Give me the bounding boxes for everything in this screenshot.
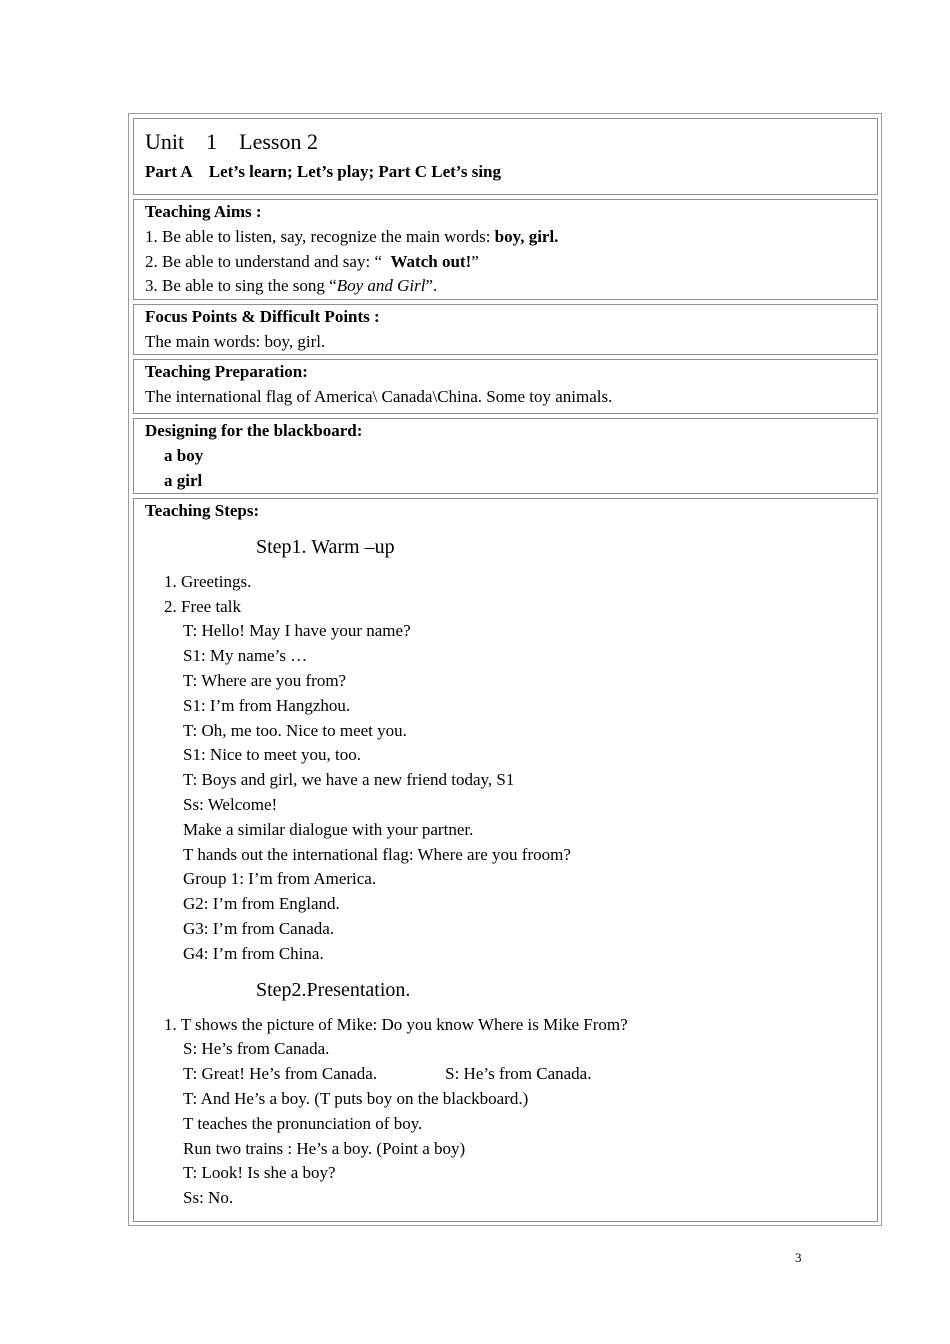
teaching-aims-cell <box>133 199 878 300</box>
dialogue-line: T hands out the international flag: Where are you froom? <box>183 844 571 864</box>
focus-points-cell <box>133 304 878 355</box>
step1-title: Step1. Warm –up <box>256 535 395 558</box>
blackboard-word: a boy <box>164 445 204 465</box>
lesson-title: Unit 1 Lesson 2 <box>145 129 318 154</box>
dialogue-line: T: Great! He’s from Canada. S: He’s from Canada. <box>183 1064 592 1084</box>
dialogue-line: G2: I’m from England. <box>183 894 340 914</box>
preparation-cell <box>133 359 878 414</box>
dialogue-line: T teaches the pronunciation of boy. <box>183 1113 423 1133</box>
dialogue-line: T: Look! Is she a boy? <box>183 1163 336 1183</box>
dialogue-line: Ss: No. <box>183 1188 234 1208</box>
dialogue-line: Make a similar dialogue with your partner. <box>183 819 474 839</box>
aim-item: 1. Be able to listen, say, recognize the main words: boy, girl. <box>145 226 559 246</box>
preparation-heading: Teaching Preparation: <box>145 362 308 381</box>
step2-title: Step2.Presentation. <box>256 978 411 1001</box>
dialogue-line: S1: Nice to meet you, too. <box>183 745 362 765</box>
blackboard-cell <box>133 418 878 494</box>
focus-text: The main words: boy, girl. <box>145 331 326 351</box>
aim-item: 3. Be able to sing the song “Boy and Girl”. <box>145 276 438 296</box>
dialogue-line: S: He’s from Canada. <box>183 1039 330 1059</box>
dialogue-line: Run two trains : He’s a boy. (Point a boy) <box>183 1138 466 1158</box>
aim-item: 2. Be able to understand and say: “ Watch out!” <box>145 251 479 271</box>
step2-dialogue <box>145 1087 877 1211</box>
teaching-steps-cell <box>133 498 878 1222</box>
title-cell <box>133 118 878 195</box>
dialogue-line: S1: My name’s … <box>183 646 308 666</box>
dialogue-line: S1: I’m from Hangzhou. <box>183 695 351 715</box>
step-item: 1. Greetings. <box>164 571 252 591</box>
page-number: 3 <box>795 1250 802 1265</box>
blackboard-word: a girl <box>164 470 203 490</box>
blackboard-heading: Designing for the blackboard: <box>145 421 363 440</box>
dialogue-line: Group 1: I’m from America. <box>183 869 377 889</box>
step-item: 1. T shows the picture of Mike: Do you know Where is Mike From? <box>164 1014 628 1034</box>
dialogue-line: T: Hello! May I have your name? <box>183 621 411 641</box>
dialogue-line: Ss: Welcome! <box>183 794 278 814</box>
dialogue-line: T: Oh, me too. Nice to meet you. <box>183 720 407 740</box>
step-item: 2. Free talk <box>164 596 241 616</box>
dialogue-line: G4: I’m from China. <box>183 943 324 963</box>
step1-dialogue <box>145 619 877 966</box>
dialogue-line: T: Boys and girl, we have a new friend today, S1 <box>183 770 515 790</box>
aims-heading: Teaching Aims : <box>145 202 262 221</box>
preparation-text: The international flag of America\ Canada\China. Some toy animals. <box>145 386 613 406</box>
dialogue-line: G3: I’m from Canada. <box>183 918 335 938</box>
part-line: Part A Let’s learn; Let’s play; Part C Let’s sing <box>145 162 501 181</box>
steps-heading: Teaching Steps: <box>145 501 260 520</box>
dialogue-line: T: And He’s a boy. (T puts boy on the blackboard.) <box>183 1088 529 1108</box>
focus-heading: Focus Points & Difficult Points : <box>145 307 380 326</box>
dialogue-line: T: Where are you from? <box>183 670 347 690</box>
